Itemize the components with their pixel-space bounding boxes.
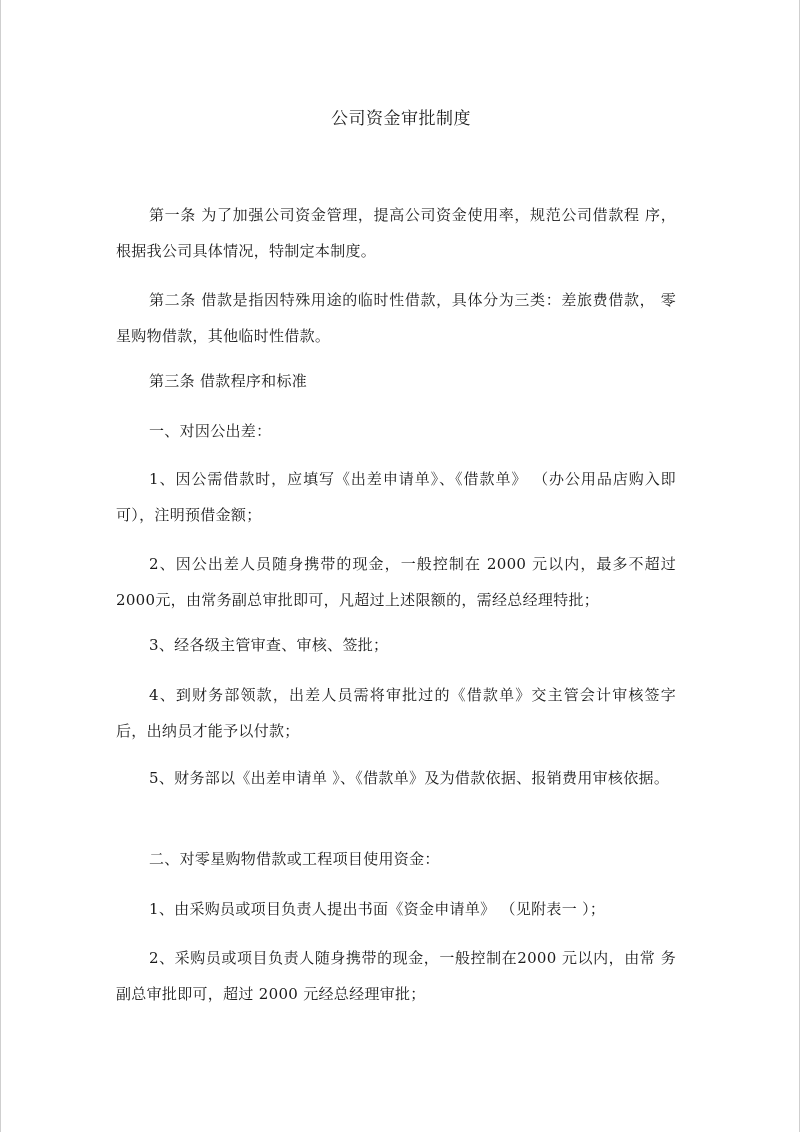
article-3: 第三条 借款程序和标准: [149, 372, 308, 390]
article-2: 第二条 借款是指因特殊用途的临时性借款，具体分为三类：差旅费借款， 零星购物借款，其他临时性借款。: [116, 291, 676, 345]
section-1-heading: 一、对因公出差：: [149, 422, 272, 440]
section-2-heading: 二、对零星购物借款或工程项目使用资金：: [149, 850, 440, 868]
section-1-item-3: 3、经各级主管审查、审核、签批；: [149, 636, 389, 654]
section-2-item-2: 2、采购员或项目负责人随身携带的现金，一般控制在2000 元以内，由常 务副总审批即可，超过 2000 元经总经理审批；: [116, 949, 676, 1003]
section-1-item-2: 2、因公出差人员随身携带的现金，一般控制在 2000 元以内，最多不超过2000元，由常务副总审批即可，凡超过上述限额的，需经总经理特批；: [116, 555, 676, 609]
section-1-item-1: 1、因公需借款时，应填写《出差申请单》、《借款单》 （办公用品店购入即可），注明预借金额；: [116, 470, 676, 524]
document-title: 公司资金审批制度: [331, 109, 471, 129]
section-1-item-5: 5、财务部以《出差申请单 》、《借款单》及为借款依据、报销费用审核依据。: [149, 769, 670, 787]
section-1-item-4: 4、到财务部领款，出差人员需将审批过的《借款单》交主管会计审核签字后，出纳员才能予以付款；: [116, 686, 676, 740]
article-1: 第一条 为了加强公司资金管理，提高公司资金使用率，规范公司借款程 序，根据我公司具体情况，特制定本制度。: [116, 206, 676, 260]
section-2-item-1: 1、由采购员或项目负责人提出书面《资金申请单》 （见附表一 ）；: [149, 900, 606, 918]
